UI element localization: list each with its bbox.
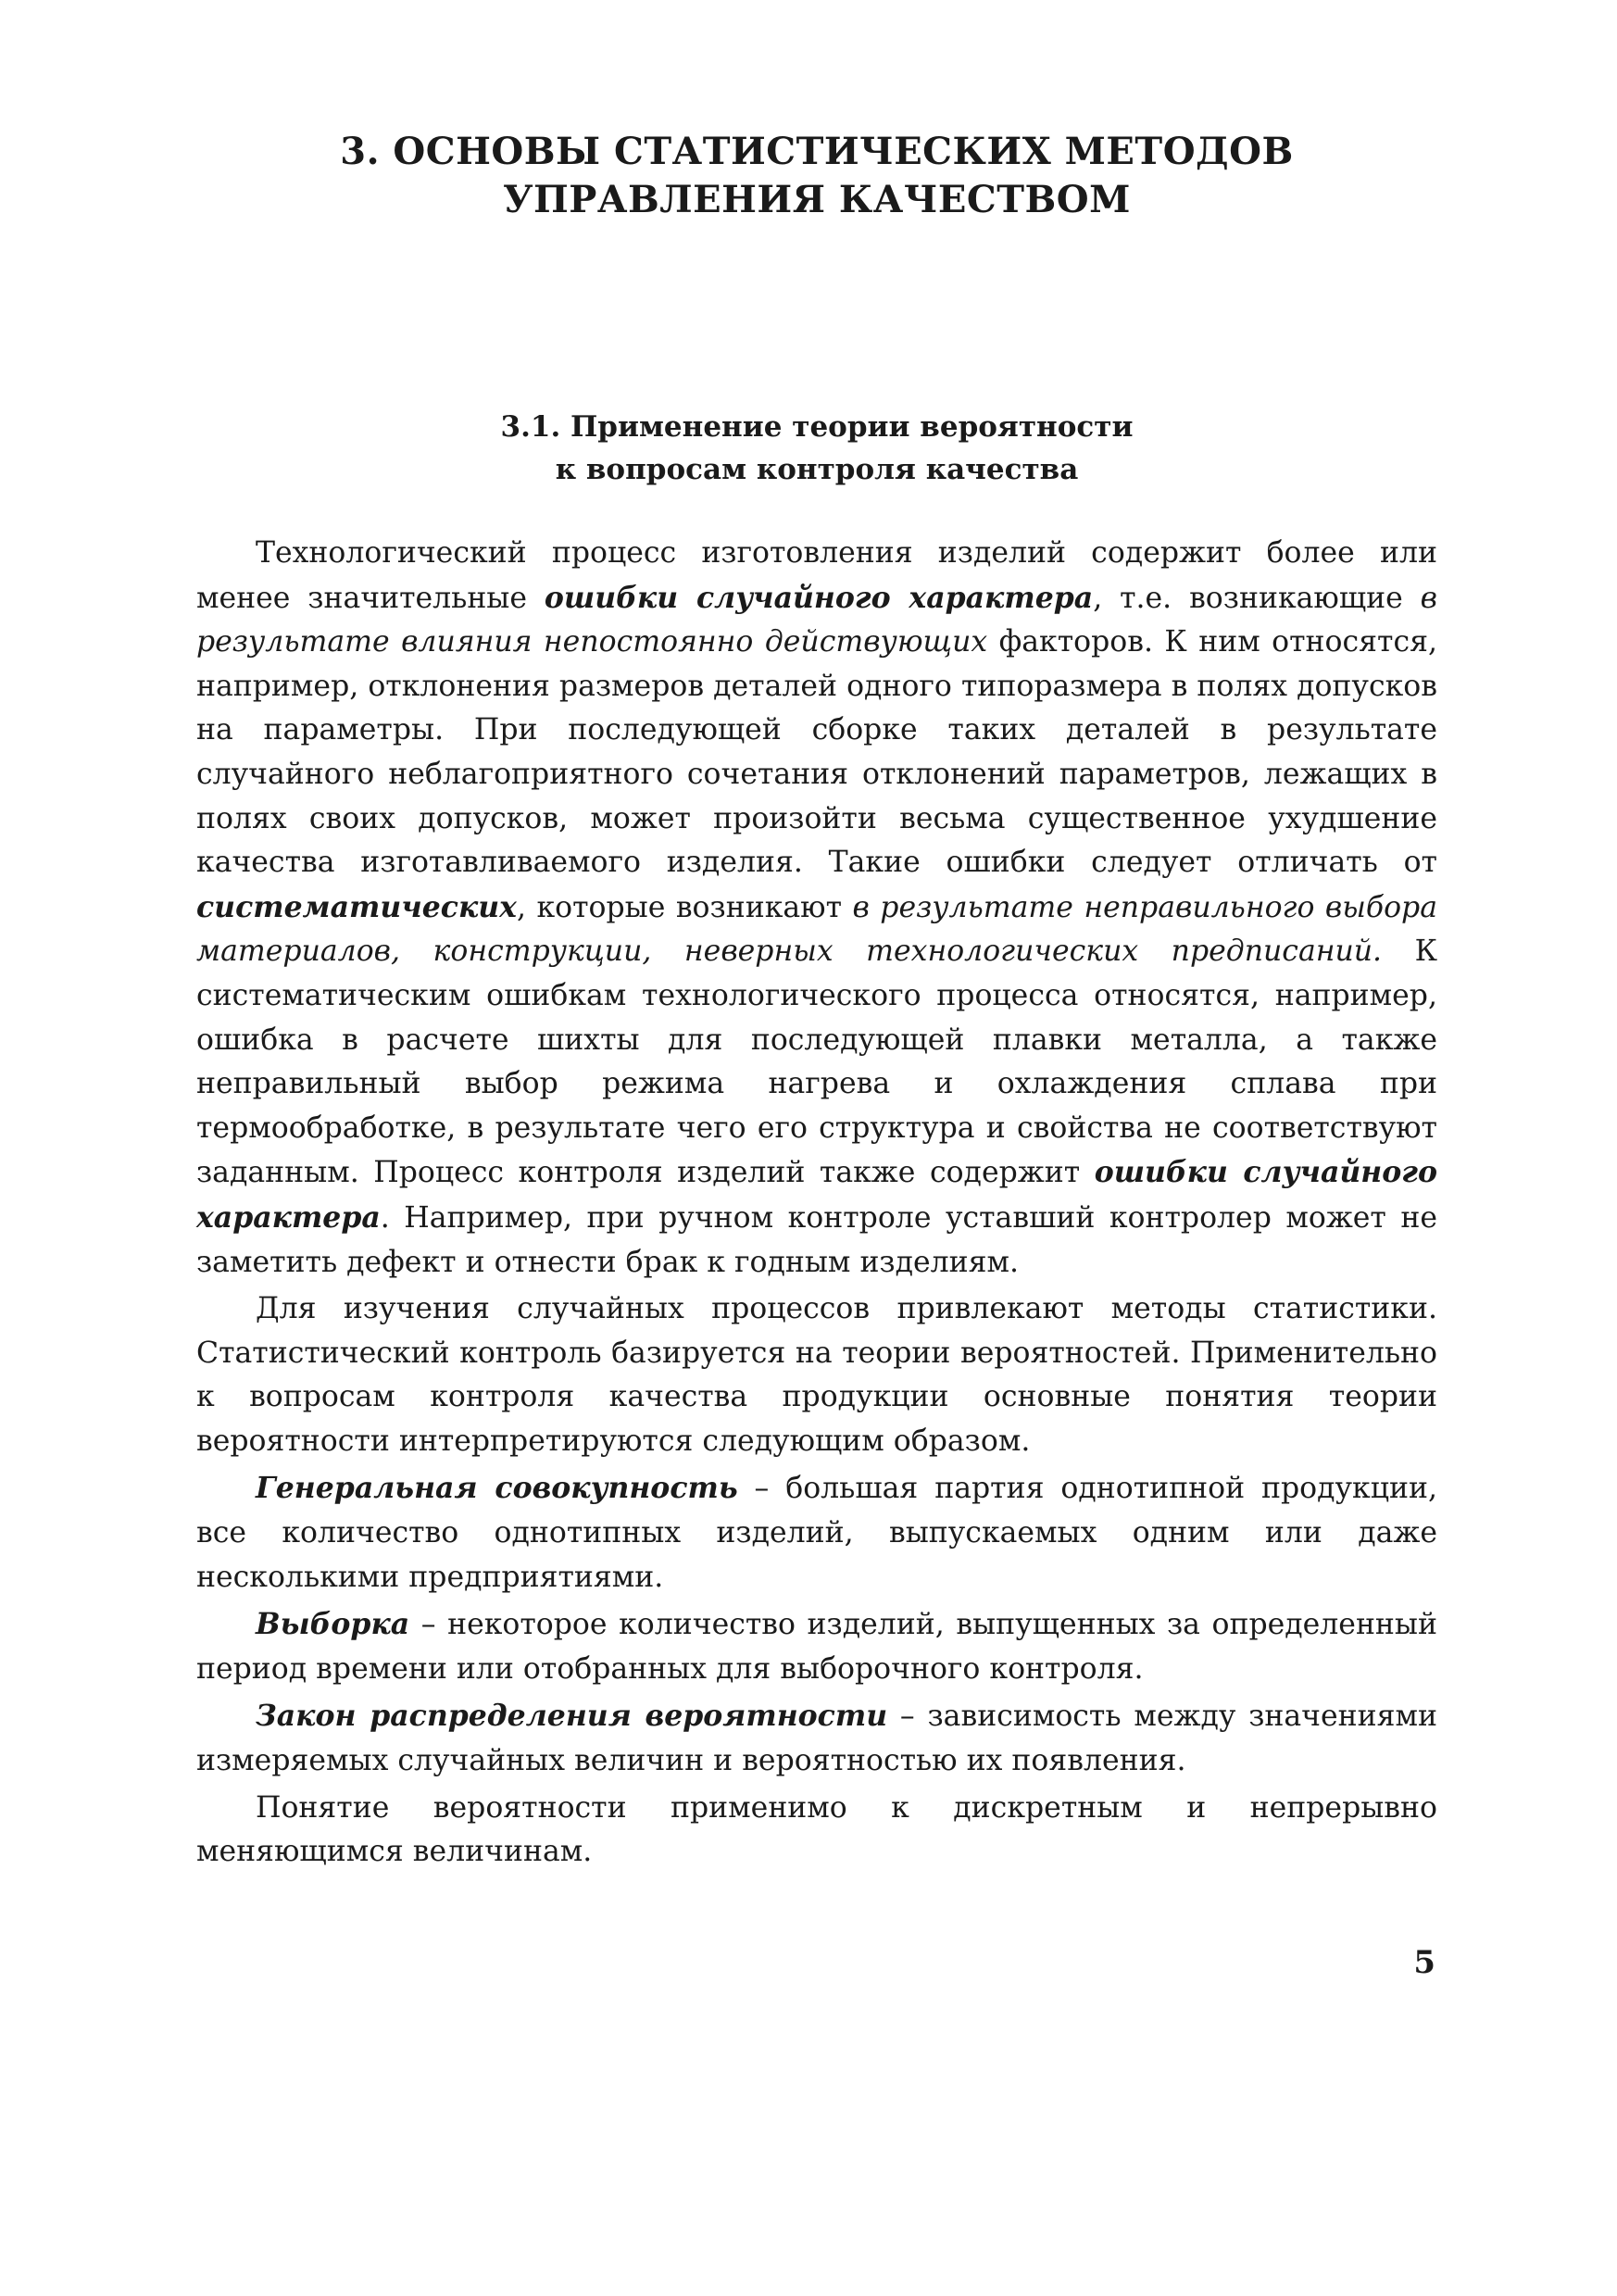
paragraph-2: Для изучения случайных процессов привлекают методы статистики. Статистический контроль базируется на теории вероятностей. Применительно к вопросам контроля качества продукции основные понятия теории вероятности интерпретируются следующим образом. bbox=[196, 1292, 1437, 1458]
italic-phrase: в результате неправильного выбора материалов, конструкции, неверных технологических предписаний. bbox=[196, 890, 1437, 969]
paragraph-definition-population bbox=[196, 1466, 1437, 1600]
emphasis-term: ошибки случайного характера bbox=[196, 1155, 1437, 1235]
chapter-title bbox=[196, 128, 1437, 224]
definition-term: Генеральная совокупность bbox=[256, 1471, 738, 1506]
emphasis-term: систематических bbox=[196, 889, 517, 924]
section-title-line-1: 3.1. Применение теории вероятности bbox=[500, 410, 1134, 444]
paragraph-definition-sample bbox=[196, 1602, 1437, 1691]
text-run: , т.е. возникающие bbox=[1093, 581, 1421, 615]
text-run: факторов. К ним относятся, например, отклонения размеров деталей одного типоразмера в полях допусков на параметры. При последующей сборке таких деталей в результате случайного неблагоприятного сочетания отклонений параметров, лежащих в полях своих допусков, может произойти весьма существенное ухудшение качества изготавливаемого изделия. Такие ошибки следует отличать от bbox=[196, 625, 1437, 880]
text-run: К систематическим ошибкам технологического процесса относятся, например, ошибка в расчете шихты для последующей плавки металла, а также неправильный выбор режима нагрева и охлаждения сплава при термообработке, в результате чего его структура и свойства не соответствуют заданным. Процесс контроля изделий также содержит bbox=[196, 935, 1437, 1190]
paragraph-1 bbox=[196, 532, 1437, 1285]
definition-term: Закон распределения вероятности bbox=[256, 1699, 888, 1734]
page-number: 5 bbox=[1413, 1944, 1435, 1981]
emphasis-term: ошибки случайного характера bbox=[544, 580, 1094, 615]
section-title-line-2: к вопросам контроля качества bbox=[555, 453, 1079, 486]
section-title bbox=[196, 406, 1437, 491]
definition-text: – большая партия однотипной продукции, все количество однотипных изделий, выпускаемых одним или даже несколькими предприятиями. bbox=[196, 1472, 1437, 1594]
italic-phrase: в результате влияния непостоянно действующих bbox=[196, 581, 1437, 659]
page-content bbox=[196, 128, 1437, 1877]
definition-text: – зависимость между значениями измеряемых случайных величин и вероятностью их появления. bbox=[196, 1700, 1437, 1778]
definition-term: Выборка bbox=[256, 1607, 410, 1642]
chapter-title-line-1: 3. ОСНОВЫ СТАТИСТИЧЕСКИХ МЕТОДОВ bbox=[340, 130, 1294, 173]
definition-text: – некоторое количество изделий, выпущенных за определенный период времени или отобранных для выборочного контроля. bbox=[196, 1608, 1437, 1686]
text-run: Технологический процесс изготовления изделий содержит более или менее значительные bbox=[196, 536, 1437, 615]
paragraph-6: Понятие вероятности применимо к дискретным и непрерывно меняющимся величинам. bbox=[196, 1790, 1437, 1869]
body-text bbox=[196, 532, 1437, 1875]
chapter-title-line-2: УПРАВЛЕНИЯ КАЧЕСТВОМ bbox=[503, 178, 1131, 221]
text-run: , которые возникают bbox=[516, 890, 853, 924]
paragraph-definition-distribution bbox=[196, 1694, 1437, 1783]
text-run: . Например, при ручном контроле уставший контролер может не заметить дефект и отнести брак к годным изделиям. bbox=[196, 1200, 1437, 1279]
